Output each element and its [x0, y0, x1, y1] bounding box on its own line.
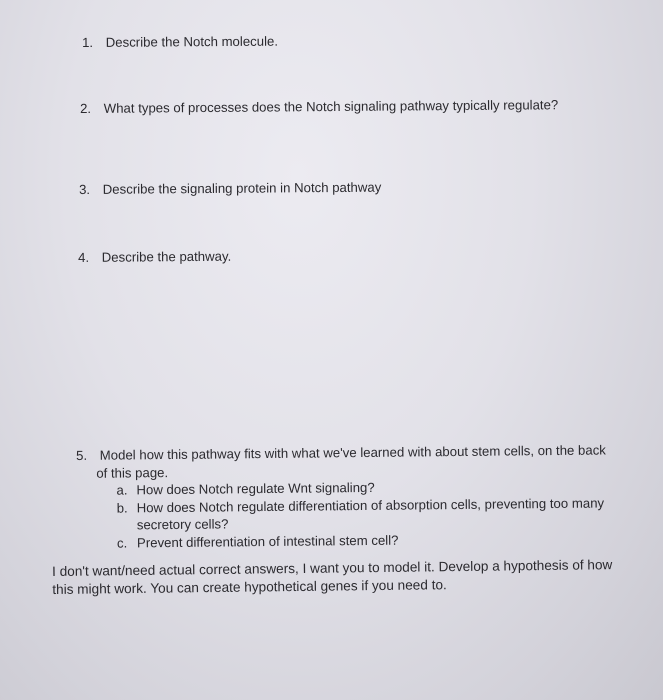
subitem-letter: c. [116, 534, 128, 551]
question-text: Describe the signaling protein in Notch pathway [102, 179, 382, 197]
instructions-note [52, 556, 652, 599]
question-5-line-2: of this page. [96, 464, 169, 481]
question-4 [78, 248, 231, 267]
question-number: 2. [80, 100, 92, 116]
subitem-text: How does Notch regulate Wnt signaling? [136, 479, 375, 498]
subitem-letter: b. [116, 499, 128, 516]
question-number: 3. [79, 181, 91, 197]
subitem-text: Prevent differentiation of intestinal stem cell? [136, 532, 399, 550]
note-line-1: I don't want/need actual correct answers, I want you to model it. Develop a hypothesis of how [52, 557, 613, 579]
question-3 [79, 179, 381, 199]
question-2 [80, 96, 558, 118]
question-number: 1. [82, 34, 94, 50]
question-5 [76, 441, 647, 552]
question-number: 5. [76, 447, 88, 463]
question-1 [82, 33, 278, 52]
note-line-2: this might work. You can create hypothetical genes if you need to. [52, 577, 447, 597]
subitem-text: secretory cells? [136, 516, 229, 533]
question-text: What types of processes does the Notch signaling pathway typically regulate? [103, 97, 559, 116]
question-text: Model how this pathway fits with what we've learned with about stem cells, on the back [99, 442, 606, 463]
subitem-text: How does Notch regulate differentiation of absorption cells, preventing too many [136, 494, 605, 515]
question-text: Describe the Notch molecule. [105, 33, 279, 50]
question-number: 4. [78, 249, 90, 265]
subitem-letter: a. [116, 482, 128, 498]
question-text: Describe the pathway. [101, 248, 232, 265]
